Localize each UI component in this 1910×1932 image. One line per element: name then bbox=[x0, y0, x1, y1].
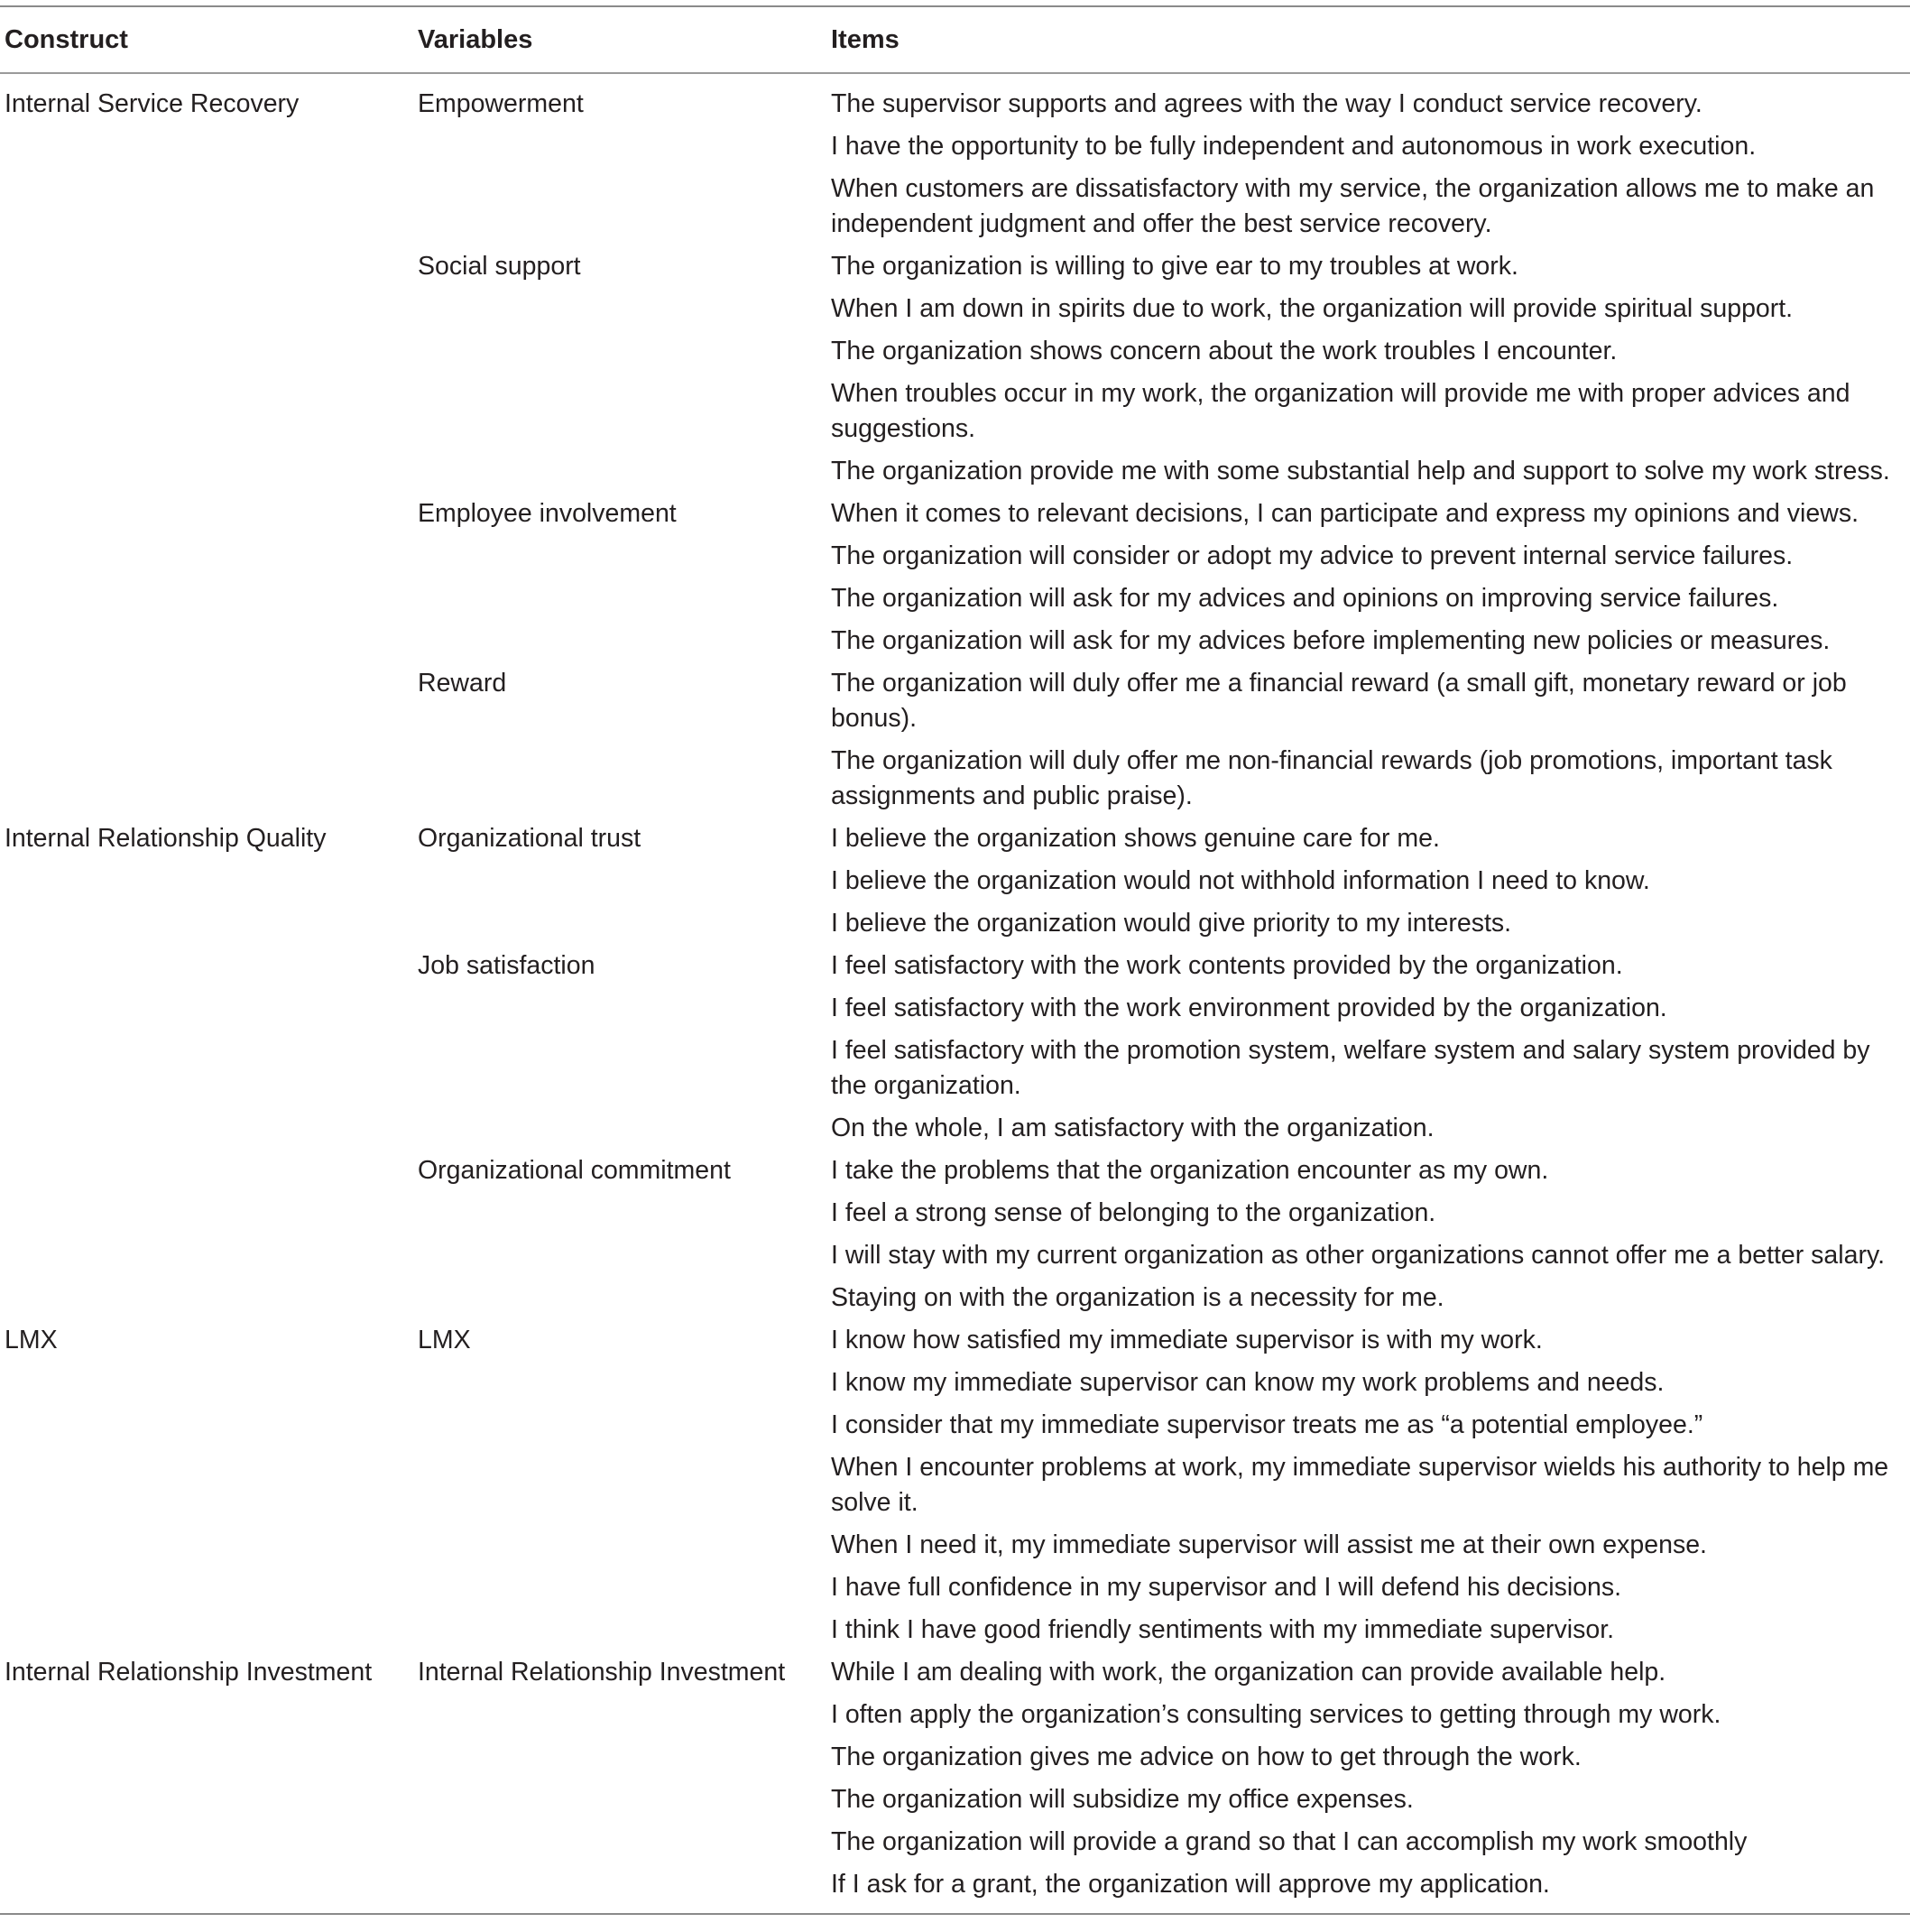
item-text: When customers are dissatisfactory with my service, the organization allows me to make an independent judgment and offer the best service recovery. bbox=[831, 174, 1875, 238]
item-text: The organization will ask for my advices before implementing new policies or measures. bbox=[831, 626, 1831, 655]
items-cell bbox=[826, 1655, 1910, 1909]
item-text: The organization provide me with some substantial help and support to solve my work stress. bbox=[831, 457, 1890, 485]
item-text: I feel a strong sense of belonging to the organization. bbox=[831, 1198, 1436, 1227]
table-row bbox=[0, 249, 1910, 496]
item-text: On the whole, I am satisfactory with the organization. bbox=[831, 1114, 1435, 1142]
item-text: The supervisor supports and agrees with the way I conduct service recovery. bbox=[831, 89, 1702, 118]
table-bottom-rule bbox=[0, 1913, 1910, 1915]
construct-cell bbox=[0, 1153, 413, 1323]
item-text: When I need it, my immediate supervisor will assist me at their own expense. bbox=[831, 1530, 1707, 1559]
header-construct: Construct bbox=[5, 24, 128, 54]
item-text: The organization will duly offer me non-financial rewards (job promotions, important task assignments and public praise). bbox=[831, 746, 1832, 810]
items-cell bbox=[826, 1153, 1910, 1323]
table-row bbox=[0, 666, 1910, 821]
table-body bbox=[0, 74, 1910, 1909]
item-text: While I am dealing with work, the organization can provide available help. bbox=[831, 1658, 1666, 1687]
item-text: The organization will provide a grand so that I can accomplish my work smoothly bbox=[831, 1827, 1748, 1856]
item-text: The organization will subsidize my office expenses. bbox=[831, 1785, 1414, 1814]
table-row bbox=[0, 1323, 1910, 1655]
table bbox=[0, 5, 1910, 1909]
table-row bbox=[0, 948, 1910, 1153]
variable-cell: Employee involvement bbox=[418, 499, 677, 528]
table-row bbox=[0, 1655, 1910, 1909]
item-text: I know my immediate supervisor can know my work problems and needs. bbox=[831, 1368, 1665, 1397]
item-text: I have full confidence in my supervisor and I will defend his decisions. bbox=[831, 1573, 1622, 1602]
item-text: When troubles occur in my work, the organization will provide me with proper advices and suggestions. bbox=[831, 379, 1850, 443]
items-cell bbox=[826, 821, 1910, 948]
item-text: The organization will consider or adopt my advice to prevent internal service failures. bbox=[831, 541, 1794, 570]
items-cell bbox=[826, 948, 1910, 1153]
item-text: I believe the organization shows genuine care for me. bbox=[831, 824, 1440, 853]
variable-cell: Internal Relationship Investment bbox=[418, 1658, 786, 1687]
item-text: When I am down in spirits due to work, the organization will provide spiritual support. bbox=[831, 294, 1794, 323]
items-cell bbox=[826, 74, 1910, 249]
construct-cell bbox=[0, 666, 413, 821]
construct-cell: Internal Relationship Investment bbox=[5, 1658, 373, 1687]
construct-cell: LMX bbox=[5, 1326, 58, 1354]
item-text: The organization shows concern about the work troubles I encounter. bbox=[831, 337, 1618, 365]
items-cell bbox=[826, 1323, 1910, 1655]
table-row bbox=[0, 1153, 1910, 1323]
item-text: I believe the organization would not withhold information I need to know. bbox=[831, 866, 1650, 895]
item-text: The organization will duly offer me a financial reward (a small gift, monetary reward or job bonus). bbox=[831, 669, 1847, 733]
item-text: The organization gives me advice on how to get through the work. bbox=[831, 1742, 1582, 1771]
variable-cell: Social support bbox=[418, 252, 581, 281]
variable-cell: Organizational commitment bbox=[418, 1156, 731, 1185]
table-row bbox=[0, 496, 1910, 666]
table-row bbox=[0, 74, 1910, 249]
items-cell bbox=[826, 666, 1910, 821]
item-text: I feel satisfactory with the work environment provided by the organization. bbox=[831, 994, 1667, 1022]
variable-cell: Organizational trust bbox=[418, 824, 641, 853]
item-text: The organization will ask for my advices and opinions on improving service failures. bbox=[831, 584, 1779, 613]
construct-cell bbox=[0, 249, 413, 496]
table-header bbox=[0, 5, 1910, 74]
construct-cell: Internal Service Recovery bbox=[5, 89, 300, 118]
item-text: Staying on with the organization is a necessity for me. bbox=[831, 1283, 1444, 1312]
item-text: When I encounter problems at work, my immediate supervisor wields his authority to help me solve it. bbox=[831, 1453, 1889, 1517]
items-cell bbox=[826, 249, 1910, 496]
variable-cell: LMX bbox=[418, 1326, 471, 1354]
item-text: I take the problems that the organization encounter as my own. bbox=[831, 1156, 1549, 1185]
construct-cell bbox=[0, 496, 413, 666]
item-text: I consider that my immediate supervisor treats me as “a potential employee.” bbox=[831, 1410, 1703, 1439]
construct-cell bbox=[0, 948, 413, 1153]
table-row bbox=[0, 821, 1910, 948]
item-text: I know how satisfied my immediate supervisor is with my work. bbox=[831, 1326, 1543, 1354]
item-text: If I ask for a grant, the organization will approve my application. bbox=[831, 1870, 1550, 1899]
header-items: Items bbox=[831, 24, 900, 54]
variable-cell: Reward bbox=[418, 669, 507, 698]
items-cell bbox=[826, 496, 1910, 666]
item-text: I think I have good friendly sentiments with my immediate supervisor. bbox=[831, 1615, 1615, 1644]
item-text: I often apply the organization’s consulting services to getting through my work. bbox=[831, 1700, 1721, 1729]
item-text: I have the opportunity to be fully independent and autonomous in work execution. bbox=[831, 132, 1757, 161]
item-text: The organization is willing to give ear to my troubles at work. bbox=[831, 252, 1518, 281]
item-text: I feel satisfactory with the promotion system, welfare system and salary system provided by the organization. bbox=[831, 1036, 1870, 1100]
construct-cell: Internal Relationship Quality bbox=[5, 824, 327, 853]
variable-cell: Job satisfaction bbox=[418, 951, 595, 980]
item-text: I believe the organization would give priority to my interests. bbox=[831, 909, 1512, 938]
item-text: When it comes to relevant decisions, I can participate and express my opinions and views. bbox=[831, 499, 1859, 528]
item-text: I feel satisfactory with the work contents provided by the organization. bbox=[831, 951, 1623, 980]
item-text: I will stay with my current organization as other organizations cannot offer me a better salary. bbox=[831, 1241, 1885, 1270]
header-variables: Variables bbox=[418, 24, 533, 54]
table-header-rule bbox=[0, 72, 1910, 74]
variable-cell: Empowerment bbox=[418, 89, 584, 118]
